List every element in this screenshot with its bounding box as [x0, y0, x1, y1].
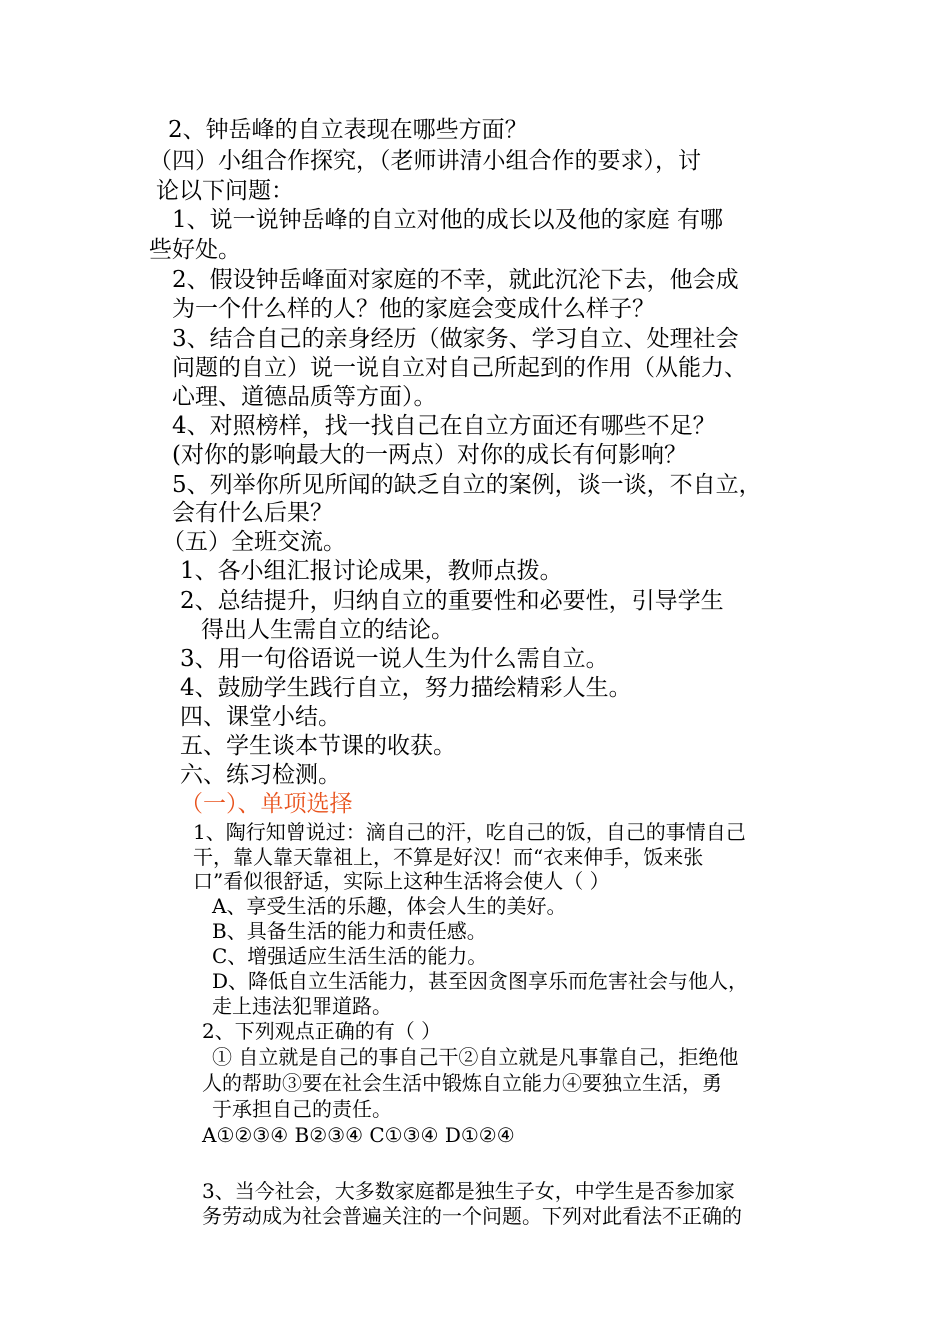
text-line: 1、说一说钟岳峰的自立对他的成长以及他的家庭 有哪: [172, 207, 723, 233]
text-line: 会有什么后果？: [172, 500, 333, 526]
answer-option: D、降低自立生活能力，甚至因贪图享乐而危害社会与他人，: [212, 969, 749, 993]
text-line: 问题的自立）说一说自立对自己所起到的作用（从能力、: [172, 355, 747, 381]
subsection-heading: （一）、单项选择: [180, 791, 353, 817]
text-line: 些好处。: [149, 237, 241, 263]
question-line: 人的帮助③要在社会生活中锻炼自立能力④要独立生活，勇: [202, 1071, 722, 1095]
section-heading: （四）小组合作探究，（老师讲清小组合作的要求），讨: [149, 148, 701, 174]
question-line: 口”看似很舒适，实际上这种生活将会使人（ ）: [193, 869, 610, 893]
question-line: 3、当今社会，大多数家庭都是独生子女，中学生是否参加家: [202, 1179, 735, 1203]
section-heading: （五）全班交流。: [162, 529, 346, 555]
question-line: 1、陶行知曾说过：滴自己的汗，吃自己的饭，自己的事情自己: [193, 820, 746, 844]
section-heading: 六、练习检测。: [180, 762, 341, 788]
text-line: (对你的影响最大的一两点）对你的成长有何影响？: [172, 442, 687, 468]
section-heading: 四、课堂小结。: [180, 704, 341, 730]
text-line: 4、对照榜样，找一找自己在自立方面还有哪些不足？: [172, 413, 716, 439]
question-line: 干，靠人靠天靠祖上，不算是好汉！而“衣来伸手，饭来张: [193, 845, 704, 869]
answer-option: B、具备生活的能力和责任感。: [212, 919, 487, 943]
question-line: 于承担自己的责任。: [212, 1097, 392, 1121]
text-line: 为一个什么样的人？他的家庭会变成什么样子？: [172, 296, 655, 322]
question-line: 务劳动成为社会普遍关注的一个问题。下列对此看法不正确的: [202, 1204, 742, 1228]
text-line: 得出人生需自立的结论。: [201, 617, 454, 643]
question-line: 2、下列观点正确的有（ ）: [202, 1019, 442, 1043]
text-line: 3、用一句俗语说一说人生为什么需自立。: [180, 646, 609, 672]
text-line: 2、钟岳峰的自立表现在哪些方面？: [168, 117, 528, 143]
text-line: 2、总结提升，归纳自立的重要性和必要性，引导学生: [180, 588, 724, 614]
text-line: 2、假设钟岳峰面对家庭的不幸，就此沉沦下去，他会成: [172, 267, 739, 293]
answer-option: A、享受生活的乐趣，体会人生的美好。: [212, 894, 567, 918]
answer-option: C、增强适应生活生活的能力。: [212, 944, 488, 968]
text-line: 论以下问题：: [156, 178, 294, 204]
text-line: 1、各小组汇报讨论成果，教师点拨。: [180, 558, 563, 584]
text-line: 4、鼓励学生践行自立，努力描绘精彩人生。: [180, 675, 632, 701]
text-line: 5、列举你所见所闻的缺乏自立的案例，谈一谈，不自立，: [172, 472, 762, 498]
text-line: 3、结合自己的亲身经历（做家务、学习自立、处理社会: [172, 326, 739, 352]
text-line: 心理、道德品质等方面）。: [172, 384, 437, 410]
question-line: ① 自立就是自己的事自己干②自立就是凡事靠自己，拒绝他: [212, 1045, 739, 1069]
section-heading: 五、学生谈本节课的收获。: [180, 733, 456, 759]
answer-options-row: A①②③④ B②③④ C①③④ D①②④: [202, 1123, 515, 1147]
answer-option: 走上违法犯罪道路。: [212, 994, 392, 1018]
